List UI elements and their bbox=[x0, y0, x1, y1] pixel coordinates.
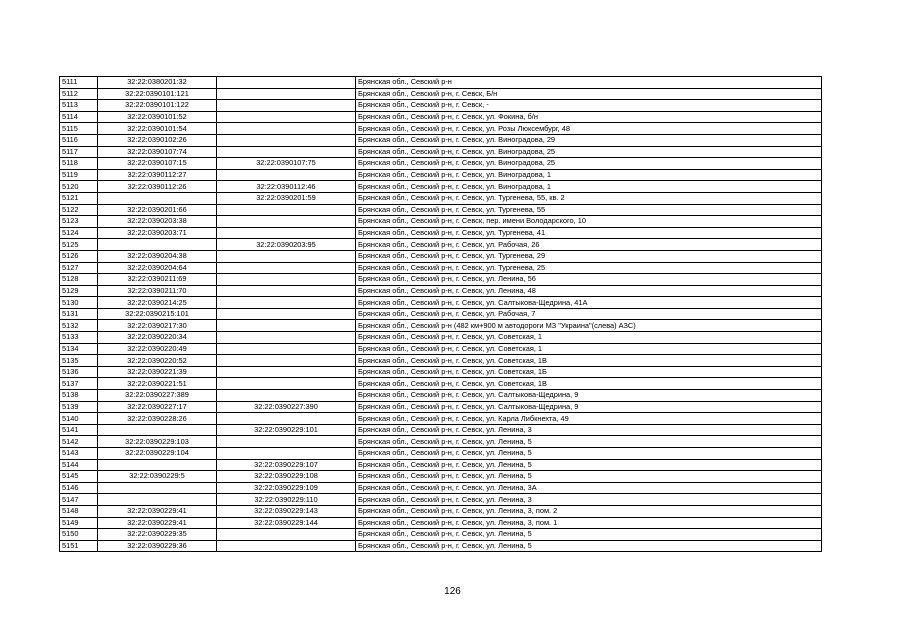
table-row bbox=[60, 355, 822, 367]
registry-table bbox=[59, 76, 822, 552]
table-row bbox=[60, 158, 822, 170]
related-cadastral-number-cell bbox=[217, 216, 356, 228]
related-cadastral-number-cell bbox=[217, 285, 356, 297]
address-cell: Брянская обл., Севский р-н, г. Севск, ул. Ленина, 5 bbox=[356, 540, 822, 552]
row-number-cell: 5124 bbox=[60, 227, 98, 239]
row-number-cell: 5126 bbox=[60, 250, 98, 262]
cadastral-number-cell: 32:22:0390229:5 bbox=[98, 471, 217, 483]
cadastral-number-cell: 32:22:0390228:26 bbox=[98, 413, 217, 425]
related-cadastral-number-cell bbox=[217, 111, 356, 123]
row-number-cell: 5141 bbox=[60, 424, 98, 436]
related-cadastral-number-cell bbox=[217, 146, 356, 158]
address-cell: Брянская обл., Севский р-н, г. Севск, ул. Советская, 1 bbox=[356, 343, 822, 355]
address-cell: Брянская обл., Севский р-н, г. Севск, пер. имени Володарского, 10 bbox=[356, 216, 822, 228]
address-cell: Брянская обл., Севский р-н, г. Севск, ул. Фокина, б/н bbox=[356, 111, 822, 123]
related-cadastral-number-cell bbox=[217, 297, 356, 309]
row-number-cell: 5147 bbox=[60, 494, 98, 506]
related-cadastral-number-cell bbox=[217, 355, 356, 367]
address-cell: Брянская обл., Севский р-н, г. Севск, ул. Карла Либкнехта, 49 bbox=[356, 413, 822, 425]
address-cell: Брянская обл., Севский р-н, г. Севск, ул. Ленина, 5 bbox=[356, 471, 822, 483]
related-cadastral-number-cell: 32:22:0390229:101 bbox=[217, 424, 356, 436]
cadastral-number-cell: 32:22:0390215:101 bbox=[98, 308, 217, 320]
row-number-cell: 5118 bbox=[60, 158, 98, 170]
row-number-cell: 5127 bbox=[60, 262, 98, 274]
table-row bbox=[60, 250, 822, 262]
address-cell: Брянская обл., Севский р-н, г. Севск, ул. Советская, 1 bbox=[356, 332, 822, 344]
address-cell: Брянская обл., Севский р-н, г. Севск, ул. Рабочая, 7 bbox=[356, 308, 822, 320]
row-number-cell: 5132 bbox=[60, 320, 98, 332]
row-number-cell: 5129 bbox=[60, 285, 98, 297]
row-number-cell: 5121 bbox=[60, 192, 98, 204]
address-cell: Брянская обл., Севский р-н, г. Севск, ул. Советская, 1В bbox=[356, 355, 822, 367]
related-cadastral-number-cell bbox=[217, 436, 356, 448]
row-number-cell: 5119 bbox=[60, 169, 98, 181]
row-number-cell: 5116 bbox=[60, 134, 98, 146]
registry-table-body bbox=[60, 77, 822, 552]
related-cadastral-number-cell bbox=[217, 227, 356, 239]
address-cell: Брянская обл., Севский р-н, г. Севск, ул. Виноградова, 25 bbox=[356, 158, 822, 170]
related-cadastral-number-cell bbox=[217, 250, 356, 262]
table-row bbox=[60, 181, 822, 193]
related-cadastral-number-cell: 32:22:0390229:107 bbox=[217, 459, 356, 471]
cadastral-number-cell: 32:22:0390214:25 bbox=[98, 297, 217, 309]
row-number-cell: 5130 bbox=[60, 297, 98, 309]
cadastral-number-cell: 32:22:0390107:74 bbox=[98, 146, 217, 158]
related-cadastral-number-cell: 32:22:0390229:143 bbox=[217, 505, 356, 517]
row-number-cell: 5134 bbox=[60, 343, 98, 355]
related-cadastral-number-cell bbox=[217, 274, 356, 286]
address-cell: Брянская обл., Севский р-н, г. Севск, ул. Тургенева, 29 bbox=[356, 250, 822, 262]
address-cell: Брянская обл., Севский р-н, г. Севск, ул. Ленина, 5 bbox=[356, 448, 822, 460]
table-row bbox=[60, 332, 822, 344]
table-row bbox=[60, 482, 822, 494]
table-row bbox=[60, 413, 822, 425]
address-cell: Брянская обл., Севский р-н, г. Севск, ул. Ленина, 5 bbox=[356, 459, 822, 471]
related-cadastral-number-cell bbox=[217, 529, 356, 541]
row-number-cell: 5111 bbox=[60, 77, 98, 89]
table-row bbox=[60, 505, 822, 517]
table-row bbox=[60, 239, 822, 251]
row-number-cell: 5146 bbox=[60, 482, 98, 494]
cadastral-number-cell: 32:22:0380201:32 bbox=[98, 77, 217, 89]
related-cadastral-number-cell bbox=[217, 413, 356, 425]
address-cell: Брянская обл., Севский р-н, г. Севск, ул. Ленина, 56 bbox=[356, 274, 822, 286]
cadastral-number-cell: 32:22:0390101:121 bbox=[98, 88, 217, 100]
address-cell: Брянская обл., Севский р-н, г. Севск, ул. Салтыкова-Щедрина, 9 bbox=[356, 401, 822, 413]
row-number-cell: 5136 bbox=[60, 366, 98, 378]
cadastral-number-cell bbox=[98, 482, 217, 494]
table-row bbox=[60, 308, 822, 320]
address-cell: Брянская обл., Севский р-н, г. Севск, ул. Тургенева, 41 bbox=[356, 227, 822, 239]
cadastral-number-cell bbox=[98, 239, 217, 251]
table-row bbox=[60, 146, 822, 158]
row-number-cell: 5113 bbox=[60, 100, 98, 112]
row-number-cell: 5150 bbox=[60, 529, 98, 541]
address-cell: Брянская обл., Севский р-н, г. Севск, ул. Ленина, 3, пом. 1 bbox=[356, 517, 822, 529]
related-cadastral-number-cell bbox=[217, 390, 356, 402]
cadastral-number-cell: 32:22:0390220:52 bbox=[98, 355, 217, 367]
related-cadastral-number-cell: 32:22:0390229:144 bbox=[217, 517, 356, 529]
cadastral-number-cell: 32:22:0390221:39 bbox=[98, 366, 217, 378]
related-cadastral-number-cell bbox=[217, 343, 356, 355]
table-row bbox=[60, 204, 822, 216]
table-row bbox=[60, 285, 822, 297]
address-cell: Брянская обл., Севский р-н, г. Севск, ул. Тургенева, 55, кв. 2 bbox=[356, 192, 822, 204]
table-row bbox=[60, 390, 822, 402]
row-number-cell: 5139 bbox=[60, 401, 98, 413]
address-cell: Брянская обл., Севский р-н, г. Севск, ул. Ленина, 3, пом. 2 bbox=[356, 505, 822, 517]
address-cell: Брянская обл., Севский р-н, г. Севск, ул. Виноградова, 1 bbox=[356, 181, 822, 193]
table-row bbox=[60, 529, 822, 541]
row-number-cell: 5128 bbox=[60, 274, 98, 286]
related-cadastral-number-cell bbox=[217, 262, 356, 274]
related-cadastral-number-cell bbox=[217, 88, 356, 100]
table-row bbox=[60, 459, 822, 471]
address-cell: Брянская обл., Севский р-н, г. Севск, ул. Советская, 1Б bbox=[356, 366, 822, 378]
table-row bbox=[60, 192, 822, 204]
related-cadastral-number-cell: 32:22:0390201:59 bbox=[217, 192, 356, 204]
table-row bbox=[60, 262, 822, 274]
address-cell: Брянская обл., Севский р-н, г. Севск, ул. Советская, 1В bbox=[356, 378, 822, 390]
address-cell: Брянская обл., Севский р-н, г. Севск, ул. Ленина, 3А bbox=[356, 482, 822, 494]
related-cadastral-number-cell bbox=[217, 540, 356, 552]
row-number-cell: 5120 bbox=[60, 181, 98, 193]
related-cadastral-number-cell bbox=[217, 448, 356, 460]
cadastral-number-cell: 32:22:0390221:51 bbox=[98, 378, 217, 390]
row-number-cell: 5142 bbox=[60, 436, 98, 448]
cadastral-number-cell: 32:22:0390101:122 bbox=[98, 100, 217, 112]
table-row bbox=[60, 134, 822, 146]
cadastral-number-cell: 32:22:0390229:41 bbox=[98, 505, 217, 517]
row-number-cell: 5143 bbox=[60, 448, 98, 460]
cadastral-number-cell: 32:22:0390229:103 bbox=[98, 436, 217, 448]
address-cell: Брянская обл., Севский р-н, г. Севск, ул. Ленина, 3 bbox=[356, 494, 822, 506]
table-row bbox=[60, 100, 822, 112]
row-number-cell: 5133 bbox=[60, 332, 98, 344]
row-number-cell: 5117 bbox=[60, 146, 98, 158]
cadastral-number-cell: 32:22:0390107:15 bbox=[98, 158, 217, 170]
table-row bbox=[60, 517, 822, 529]
table-row bbox=[60, 320, 822, 332]
table-row bbox=[60, 424, 822, 436]
related-cadastral-number-cell bbox=[217, 204, 356, 216]
table-row bbox=[60, 471, 822, 483]
related-cadastral-number-cell: 32:22:0390203:95 bbox=[217, 239, 356, 251]
table-row bbox=[60, 274, 822, 286]
table-row bbox=[60, 169, 822, 181]
table-row bbox=[60, 88, 822, 100]
address-cell: Брянская обл., Севский р-н, г. Севск, ул. Салтыкова-Щедрина, 41А bbox=[356, 297, 822, 309]
related-cadastral-number-cell: 32:22:0390229:110 bbox=[217, 494, 356, 506]
cadastral-number-cell: 32:22:0390204:38 bbox=[98, 250, 217, 262]
cadastral-number-cell bbox=[98, 424, 217, 436]
table-row bbox=[60, 378, 822, 390]
related-cadastral-number-cell: 32:22:0390227:390 bbox=[217, 401, 356, 413]
address-cell: Брянская обл., Севский р-н, г. Севск, Б/н bbox=[356, 88, 822, 100]
address-cell: Брянская обл., Севский р-н, г. Севск, ул. Виноградова, 1 bbox=[356, 169, 822, 181]
related-cadastral-number-cell bbox=[217, 308, 356, 320]
address-cell: Брянская обл., Севский р-н, г. Севск, - bbox=[356, 100, 822, 112]
row-number-cell: 5145 bbox=[60, 471, 98, 483]
table-row bbox=[60, 436, 822, 448]
table-row bbox=[60, 216, 822, 228]
table-row bbox=[60, 77, 822, 89]
address-cell: Брянская обл., Севский р-н, г. Севск, ул. Ленина, 3 bbox=[356, 424, 822, 436]
address-cell: Брянская обл., Севский р-н, г. Севск, ул. Тургенева, 25 bbox=[356, 262, 822, 274]
table-row bbox=[60, 448, 822, 460]
address-cell: Брянская обл., Севский р-н, г. Севск, ул. Салтыкова-Щедрина, 9 bbox=[356, 390, 822, 402]
related-cadastral-number-cell: 32:22:0390229:108 bbox=[217, 471, 356, 483]
related-cadastral-number-cell bbox=[217, 378, 356, 390]
table-row bbox=[60, 401, 822, 413]
cadastral-number-cell: 32:22:0390101:52 bbox=[98, 111, 217, 123]
cadastral-number-cell: 32:22:0390112:27 bbox=[98, 169, 217, 181]
cadastral-number-cell bbox=[98, 494, 217, 506]
address-cell: Брянская обл., Севский р-н, г. Севск, ул. Виноградова, 29 bbox=[356, 134, 822, 146]
table-row bbox=[60, 123, 822, 135]
cadastral-number-cell bbox=[98, 192, 217, 204]
row-number-cell: 5131 bbox=[60, 308, 98, 320]
related-cadastral-number-cell: 32:22:0390112:46 bbox=[217, 181, 356, 193]
cadastral-number-cell: 32:22:0390211:70 bbox=[98, 285, 217, 297]
related-cadastral-number-cell: 32:22:0390229:109 bbox=[217, 482, 356, 494]
row-number-cell: 5138 bbox=[60, 390, 98, 402]
related-cadastral-number-cell bbox=[217, 320, 356, 332]
row-number-cell: 5115 bbox=[60, 123, 98, 135]
row-number-cell: 5148 bbox=[60, 505, 98, 517]
row-number-cell: 5151 bbox=[60, 540, 98, 552]
table-row bbox=[60, 494, 822, 506]
cadastral-number-cell: 32:22:0390229:104 bbox=[98, 448, 217, 460]
cadastral-number-cell: 32:22:0390229:35 bbox=[98, 529, 217, 541]
cadastral-number-cell: 32:22:0390203:71 bbox=[98, 227, 217, 239]
address-cell: Брянская обл., Севский р-н (482 км+900 м автодороги МЗ "Украина"(слева) АЗС) bbox=[356, 320, 822, 332]
related-cadastral-number-cell bbox=[217, 123, 356, 135]
cadastral-number-cell: 32:22:0390227:17 bbox=[98, 401, 217, 413]
address-cell: Брянская обл., Севский р-н, г. Севск, ул. Розы Люксембург, 48 bbox=[356, 123, 822, 135]
cadastral-number-cell: 32:22:0390217:30 bbox=[98, 320, 217, 332]
address-cell: Брянская обл., Севский р-н, г. Севск, ул. Ленина, 48 bbox=[356, 285, 822, 297]
row-number-cell: 5122 bbox=[60, 204, 98, 216]
row-number-cell: 5149 bbox=[60, 517, 98, 529]
row-number-cell: 5125 bbox=[60, 239, 98, 251]
cadastral-number-cell: 32:22:0390102:26 bbox=[98, 134, 217, 146]
row-number-cell: 5112 bbox=[60, 88, 98, 100]
table-row bbox=[60, 343, 822, 355]
cadastral-number-cell: 32:22:0390227:389 bbox=[98, 390, 217, 402]
row-number-cell: 5135 bbox=[60, 355, 98, 367]
cadastral-number-cell: 32:22:0390229:41 bbox=[98, 517, 217, 529]
related-cadastral-number-cell bbox=[217, 77, 356, 89]
row-number-cell: 5123 bbox=[60, 216, 98, 228]
address-cell: Брянская обл., Севский р-н bbox=[356, 77, 822, 89]
cadastral-number-cell: 32:22:0390203:38 bbox=[98, 216, 217, 228]
cadastral-number-cell: 32:22:0390220:34 bbox=[98, 332, 217, 344]
row-number-cell: 5144 bbox=[60, 459, 98, 471]
table-row bbox=[60, 366, 822, 378]
address-cell: Брянская обл., Севский р-н, г. Севск, ул. Рабочая, 26 bbox=[356, 239, 822, 251]
row-number-cell: 5140 bbox=[60, 413, 98, 425]
table-row bbox=[60, 111, 822, 123]
cadastral-number-cell: 32:22:0390201:66 bbox=[98, 204, 217, 216]
address-cell: Брянская обл., Севский р-н, г. Севск, ул. Тургенева, 55 bbox=[356, 204, 822, 216]
related-cadastral-number-cell: 32:22:0390107:75 bbox=[217, 158, 356, 170]
related-cadastral-number-cell bbox=[217, 332, 356, 344]
address-cell: Брянская обл., Севский р-н, г. Севск, ул. Ленина, 5 bbox=[356, 436, 822, 448]
related-cadastral-number-cell bbox=[217, 134, 356, 146]
table-row bbox=[60, 227, 822, 239]
cadastral-number-cell: 32:22:0390220:49 bbox=[98, 343, 217, 355]
cadastral-number-cell: 32:22:0390204:64 bbox=[98, 262, 217, 274]
address-cell: Брянская обл., Севский р-н, г. Севск, ул. Виноградова, 25 bbox=[356, 146, 822, 158]
cadastral-number-cell: 32:22:0390112:26 bbox=[98, 181, 217, 193]
table-row bbox=[60, 540, 822, 552]
cadastral-number-cell: 32:22:0390211:69 bbox=[98, 274, 217, 286]
page-number: 126 bbox=[444, 586, 461, 597]
related-cadastral-number-cell bbox=[217, 100, 356, 112]
related-cadastral-number-cell bbox=[217, 366, 356, 378]
row-number-cell: 5137 bbox=[60, 378, 98, 390]
cadastral-number-cell bbox=[98, 459, 217, 471]
table-row bbox=[60, 297, 822, 309]
row-number-cell: 5114 bbox=[60, 111, 98, 123]
cadastral-number-cell: 32:22:0390229:36 bbox=[98, 540, 217, 552]
cadastral-number-cell: 32:22:0390101:54 bbox=[98, 123, 217, 135]
address-cell: Брянская обл., Севский р-н, г. Севск, ул. Ленина, 5 bbox=[356, 529, 822, 541]
related-cadastral-number-cell bbox=[217, 169, 356, 181]
